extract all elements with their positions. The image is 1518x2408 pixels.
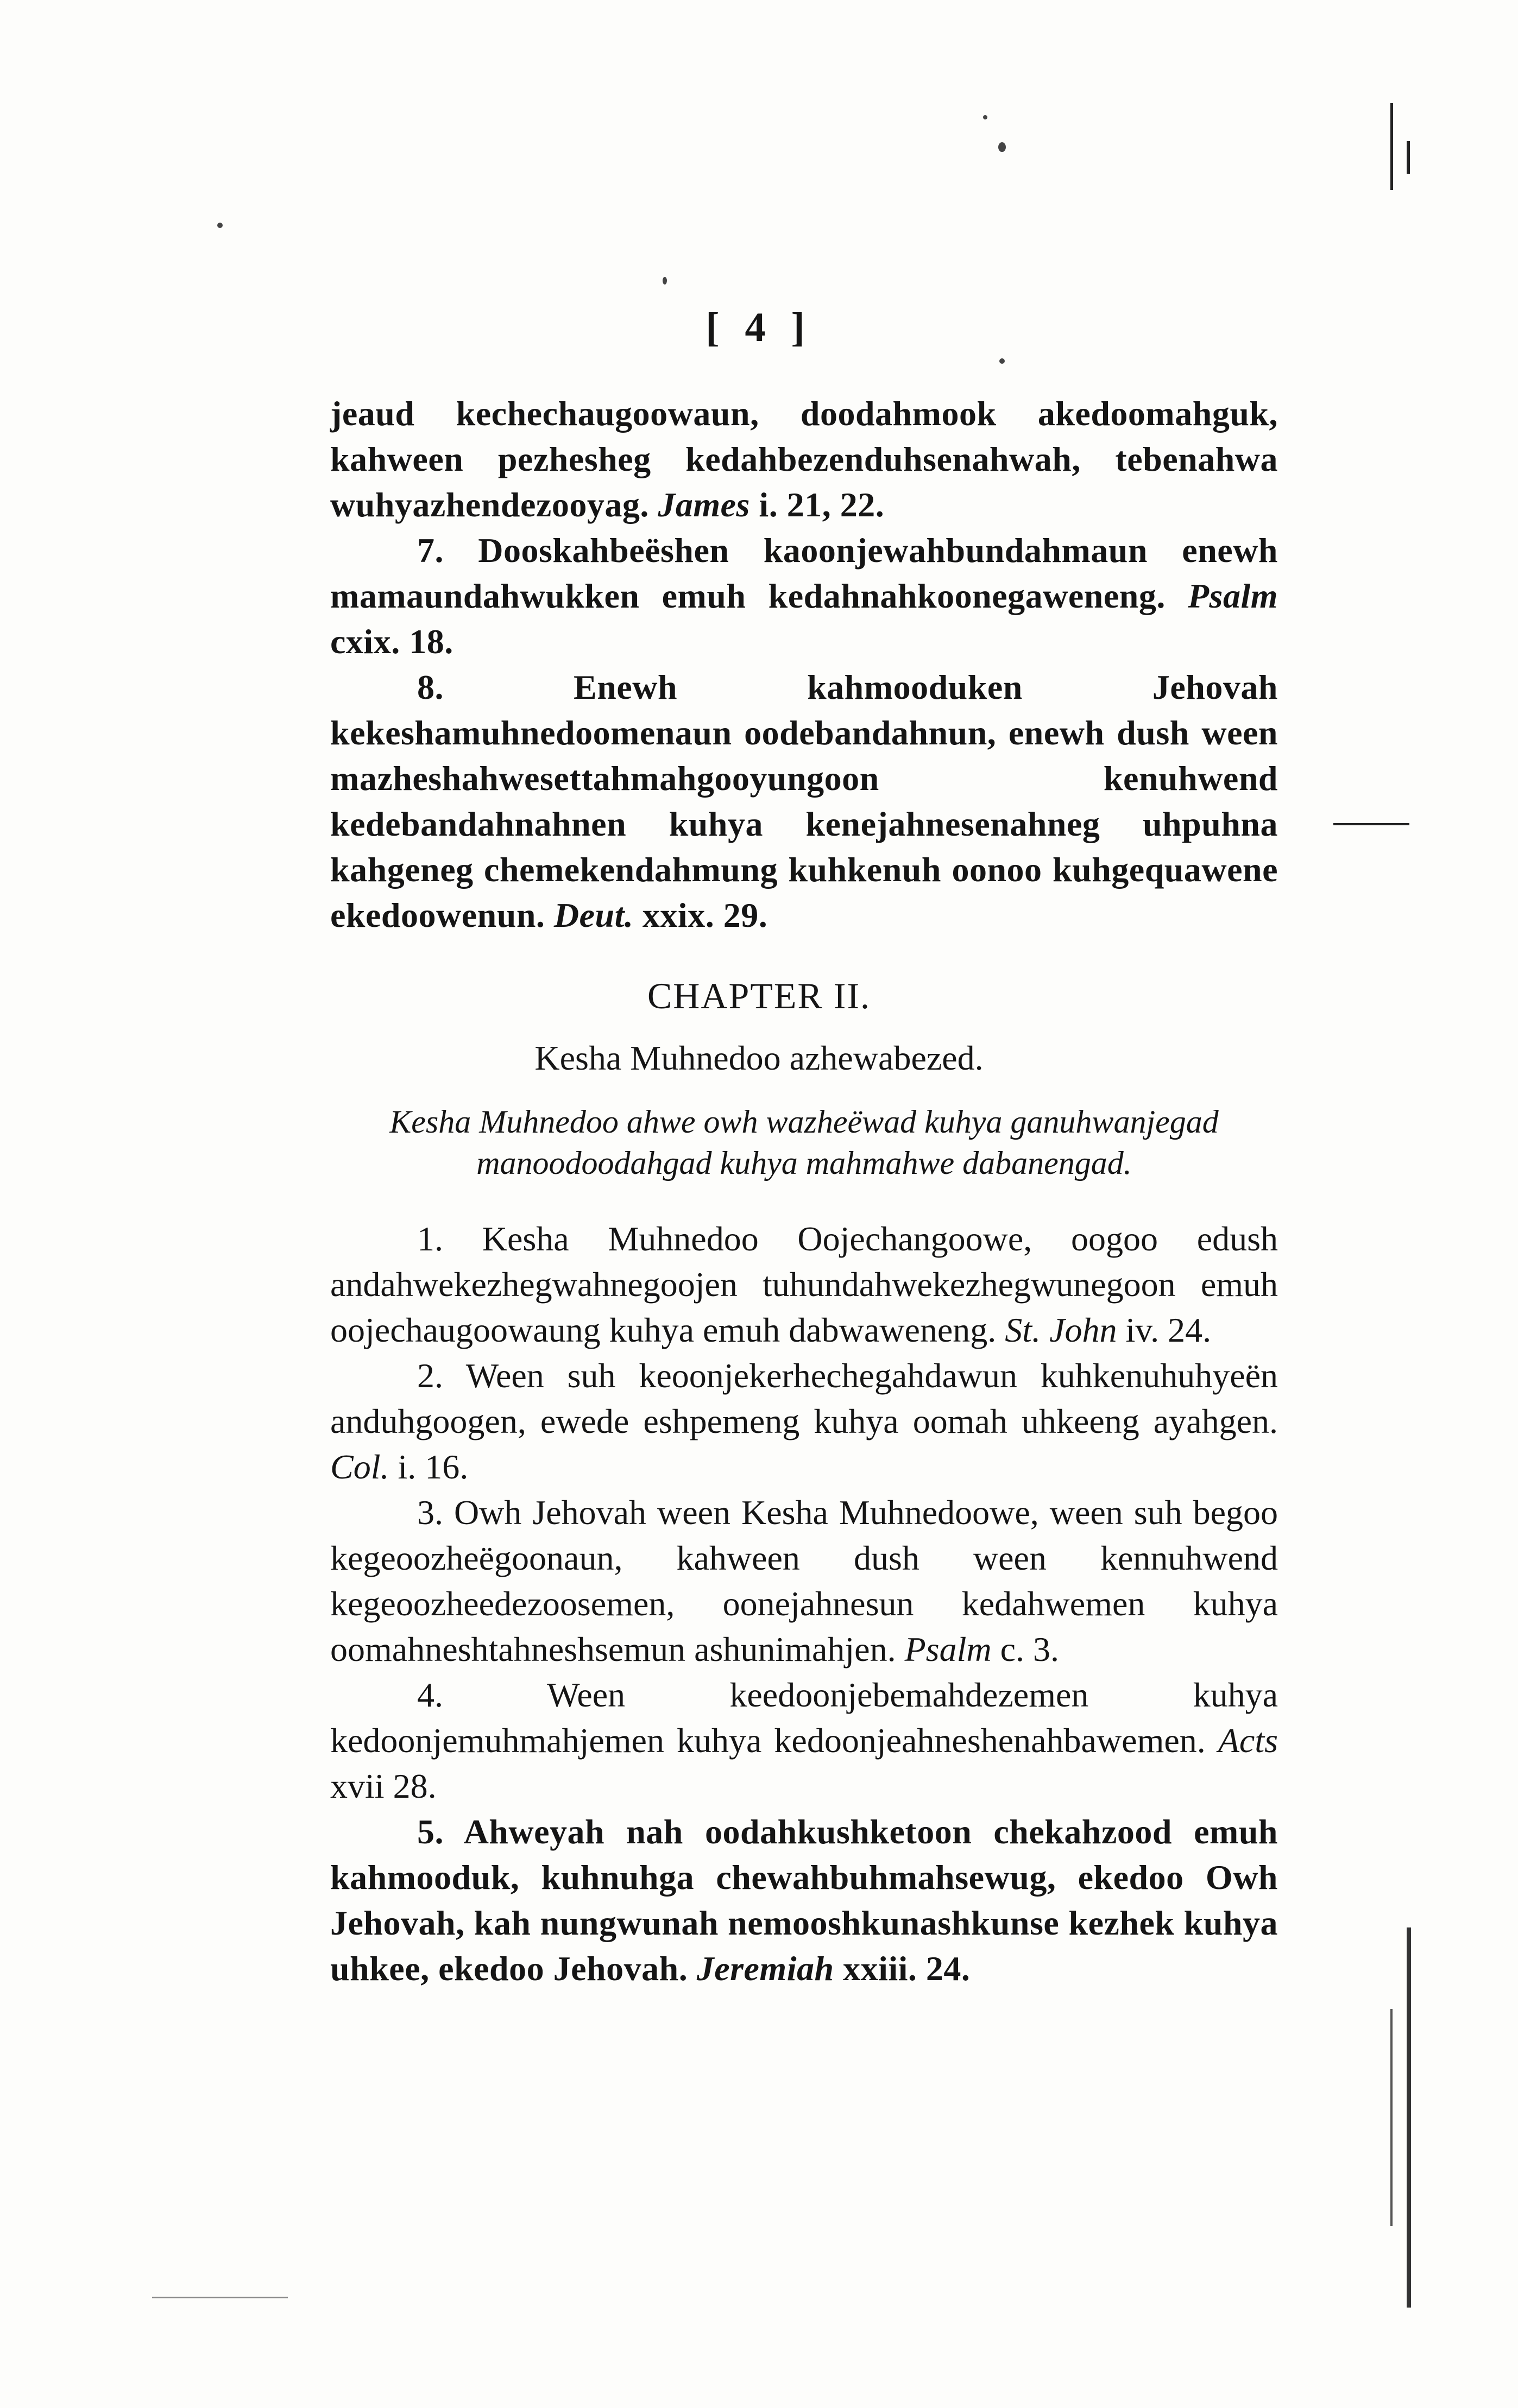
verse-text: jeaud kechechaugoowaun, doodahmook akedoomahguk, kahween pezhesheg kedahbezenduhsenahwah, tebenahwa wuhyazhendezooyag. bbox=[330, 394, 1278, 524]
section-2 bbox=[330, 1216, 1278, 1992]
verse-2 bbox=[330, 1353, 1278, 1490]
verse-reference-number: i. 21, 22. bbox=[749, 485, 885, 524]
verse-reference-number: xxix. 29. bbox=[633, 896, 768, 934]
verse-text: 4. Ween keedoonjebemahdezemen kuhya kedoonjemuhmahjemen kuhya kedoonjeahneshenahbawemen. bbox=[330, 1676, 1278, 1760]
verse-reference: Jeremiah bbox=[696, 1949, 834, 1988]
verse-reference-number: cxix. 18. bbox=[330, 622, 453, 661]
scan-edge-mark bbox=[1333, 823, 1409, 825]
chapter-title: CHAPTER II. bbox=[647, 975, 871, 1016]
scan-edge-mark bbox=[1390, 103, 1393, 190]
chapter-summary-line: Kesha Muhnedoo ahwe owh wazheëwad kuhya ganuhwanjegad bbox=[389, 1104, 1219, 1140]
chapter-subtitle: Kesha Muhnedoo azhewabezed. bbox=[534, 1039, 984, 1077]
verse-3 bbox=[330, 1490, 1278, 1672]
verse-text: 3. Owh Jehovah ween Kesha Muhnedoowe, ween suh begoo kegeoozheëgoonaun, kahween dush ween kennuhwend kegeoozheedezoosemen, oonejahnesun kedahwemen kuhya oomahneshtahneshsemun ashunimahjen. bbox=[330, 1493, 1278, 1668]
scan-edge-mark bbox=[1407, 141, 1410, 174]
page-number: [ 4 ] bbox=[706, 305, 812, 350]
chapter-summary bbox=[330, 1101, 1278, 1184]
verse-reference-number: c. 3. bbox=[991, 1630, 1059, 1668]
verse-8 bbox=[330, 665, 1278, 938]
verse-reference: Psalm bbox=[904, 1630, 992, 1668]
verse-text: 7. Dooskahbeëshen kaoonjewahbundahmaun enewh mamaundahwukken emuh kedahnahkoonegaweneng. bbox=[330, 531, 1278, 615]
scan-speck bbox=[217, 223, 223, 228]
verse-reference: St. John bbox=[1005, 1311, 1117, 1349]
verse-reference-number: iv. 24. bbox=[1117, 1311, 1212, 1349]
scan-speck bbox=[663, 277, 667, 285]
verse-text: 8. Enewh kahmooduken Jehovah kekeshamuhnedoomenaun oodebandahnun, enewh dush ween mazheshahwesettahmahgooyungoon kenuhwend kedebandahnahnen kuhya kenejahnesenahneg uhpuhna kahgeneg chemekendahmung kuhkenuh oonoo kuhgequawene ekedoowenun. bbox=[330, 668, 1278, 934]
verse-text: 5. Ahweyah nah oodahkushketoon chekahzood emuh kahmooduk, kuhnuhga chewahbuhmahsewug, ekedoo Owh Jehovah, kah nungwunah nemooshkunashkunse kezhek kuhya uhkee, ekedoo Jehovah. bbox=[330, 1812, 1278, 1988]
verse-reference: James bbox=[658, 485, 750, 524]
scan-edge-mark bbox=[1407, 1927, 1411, 2308]
verse-reference-number: xvii 28. bbox=[330, 1767, 437, 1805]
scan-edge-mark bbox=[152, 2297, 288, 2298]
verse-reference-number: xxiii. 24. bbox=[834, 1949, 971, 1988]
scan-speck bbox=[983, 115, 987, 119]
verse-reference: Acts bbox=[1218, 1721, 1278, 1760]
section-1 bbox=[330, 391, 1278, 938]
verse-reference: Psalm bbox=[1187, 577, 1278, 615]
verse-1 bbox=[330, 1216, 1278, 1353]
verse-reference-number: i. 16. bbox=[389, 1448, 469, 1486]
verse-continuation bbox=[330, 391, 1278, 528]
verse-text: 1. Kesha Muhnedoo Oojechangoowe, oogoo edush andahwekezhegwahnegoojen tuhundahwekezhegwunegoon emuh oojechaugoowaung kuhya emuh dabwaweneng. bbox=[330, 1219, 1278, 1349]
verse-reference: Deut. bbox=[553, 896, 634, 934]
scan-speck bbox=[998, 142, 1006, 152]
verse-reference: Col. bbox=[330, 1448, 389, 1486]
verse-7 bbox=[330, 528, 1278, 665]
chapter-summary-line: manoodoodahgad kuhya mahmahwe dabanengad. bbox=[476, 1145, 1132, 1181]
verse-4 bbox=[330, 1672, 1278, 1809]
scan-edge-mark bbox=[1390, 2009, 1393, 2226]
verse-text: 2. Ween suh keoonjekerhechegahdawun kuhkenuhuhyeën anduhgoogen, ewede eshpemeng kuhya oomah uhkeeng ayahgen. bbox=[330, 1356, 1278, 1440]
verse-5 bbox=[330, 1809, 1278, 1992]
scan-speck bbox=[999, 358, 1005, 364]
